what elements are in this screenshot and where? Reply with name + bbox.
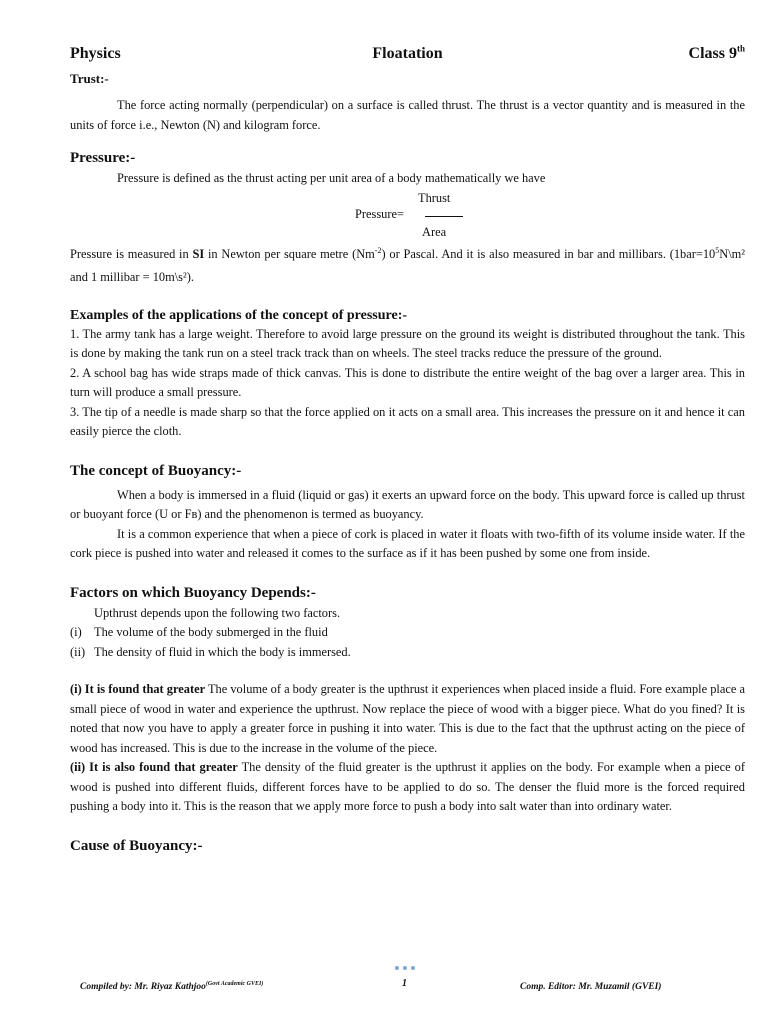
units-text-b: in Newton per square metre (Nm [204,246,375,261]
footer-compiled-by [80,978,263,998]
section-heading-thrust: Trust:- [70,71,109,86]
example-item: 3. The tip of a needle is made sharp so that the force applied on it acts on a small area. This increases the pressure on it and hence it can easily pierce the cloth. [70,404,745,438]
section-heading-examples: Examples of the applications of the concept of pressure:- [70,307,408,323]
example-item: 1. The army tank has a large weight. Therefore to avoid large pressure on the ground its weight is distributed throughout the tank. This is done by making the tank run on a steel track track than on wheels. The steel tracks reduce the pressure of the ground. [70,326,745,360]
pressure-intro: Pressure is defined as the thrust acting per unit area of a body mathematically we have [117,171,546,185]
subject-title: Physics [70,45,121,62]
buoyancy-paragraph-2: It is a common experience that when a piece of cork is placed in water it floats with two-fifth of its volume inside water. If the cork piece is pushed into water and released it comes to the surface as if it has been pushed by some one from inside. [70,526,745,560]
section-heading-cause: Cause of Buoyancy:- [70,837,203,854]
pressure-units-paragraph [70,243,745,289]
thrust-paragraph: The force acting normally (perpendicular) on a surface is called thrust. The thrust is a vector quantity and is measured in the units of force i.e., Newton (N) and kilogram force. [70,98,745,132]
factor-detail-density-lead: (ii) It is also found that greater [70,760,238,774]
section-heading-pressure: Pressure:- [70,150,136,166]
footer-editor: Comp. Editor: Mr. Muzamil (GVEI) [520,982,662,992]
list-item [70,643,745,663]
section-heading-buoyancy: The concept of Buoyancy:- [70,462,242,479]
factors-intro: Upthrust depends upon the following two factors. [94,605,341,620]
factor-detail-volume [70,680,745,758]
footer-compiled-sup: (Govt Academic GVEI) [205,980,264,987]
page-number: 1 [402,978,407,989]
factor-detail-density-text: The density of the fluid greater is the upthrust it applies on the body. For example when a piece of wood is pushed into different fluids, different forces have to be applied to do so. The denser the fluid more is the forced required pushing a body into it. This is the reason that we apply more force to push a body into salt water than into ordinary water. [70,760,745,813]
page-dots-icon [395,966,415,970]
units-sup-2: 5 [715,245,720,255]
document-page [70,40,745,857]
class-label [689,44,745,64]
page-header [70,40,745,70]
factor-detail-volume-text: The volume of a body greater is the upthrust it experiences when placed inside a fluid. Fore example place a small piece of wood in water and experience the upthrust. Now replace the piece of wood with a bigger piece. What do you fined? It is noted that now you have to apply a greater force in pushing it into water. This is due to the fact that the upthrust acting on the piece of wood has increased. This is due to the increase in the volume of the piece. [70,682,745,755]
list-item [70,623,745,643]
units-text-d: N\m² and 1 millibar = 10m\s²). [70,246,745,284]
units-text-a: Pressure is measured in [70,246,193,261]
footer-compiled-text: Compiled by: Mr. Riyaz Kathjoo [80,982,206,992]
factor-detail-density [70,758,745,817]
list-item-text: The density of fluid in which the body is immersed. [94,644,351,659]
buoyancy-paragraph-1: When a body is immersed in a fluid (liquid or gas) it exerts an upward force on the body. This upward force is called up thrust or buoyant force (U or Fʙ) and the phenomenon is termed as buoyancy. [70,487,745,521]
formula-lhs: Pressure= [355,206,404,221]
fraction-bar [425,216,463,217]
section-heading-factors: Factors on which Buoyancy Depends:- [70,584,316,601]
topic-title: Floatation [372,45,443,62]
list-item-number: (i) [70,625,82,639]
units-si: SI [192,246,205,261]
list-item-text: The volume of the body submerged in the fluid [94,625,328,639]
factor-detail-volume-lead: (i) It is found that greater [70,682,206,696]
formula-numerator: Thrust [418,190,451,205]
list-item-number: (ii) [70,644,86,659]
units-sup-1: -2 [374,245,382,255]
formula-denominator: Area [422,224,447,239]
pressure-formula [70,189,745,243]
class-label-sup: th [736,43,745,54]
units-text-c: ) or Pascal. And it is also measured in bar and millibars. (1bar=10 [381,246,716,261]
page-footer [80,974,680,1004]
example-item: 2. A school bag has wide straps made of thick canvas. This is done to distribute the entire weight of the bag over a larger area. This in turn will produce a small pressure. [70,365,745,399]
class-label-text: Class 9 [688,45,737,62]
